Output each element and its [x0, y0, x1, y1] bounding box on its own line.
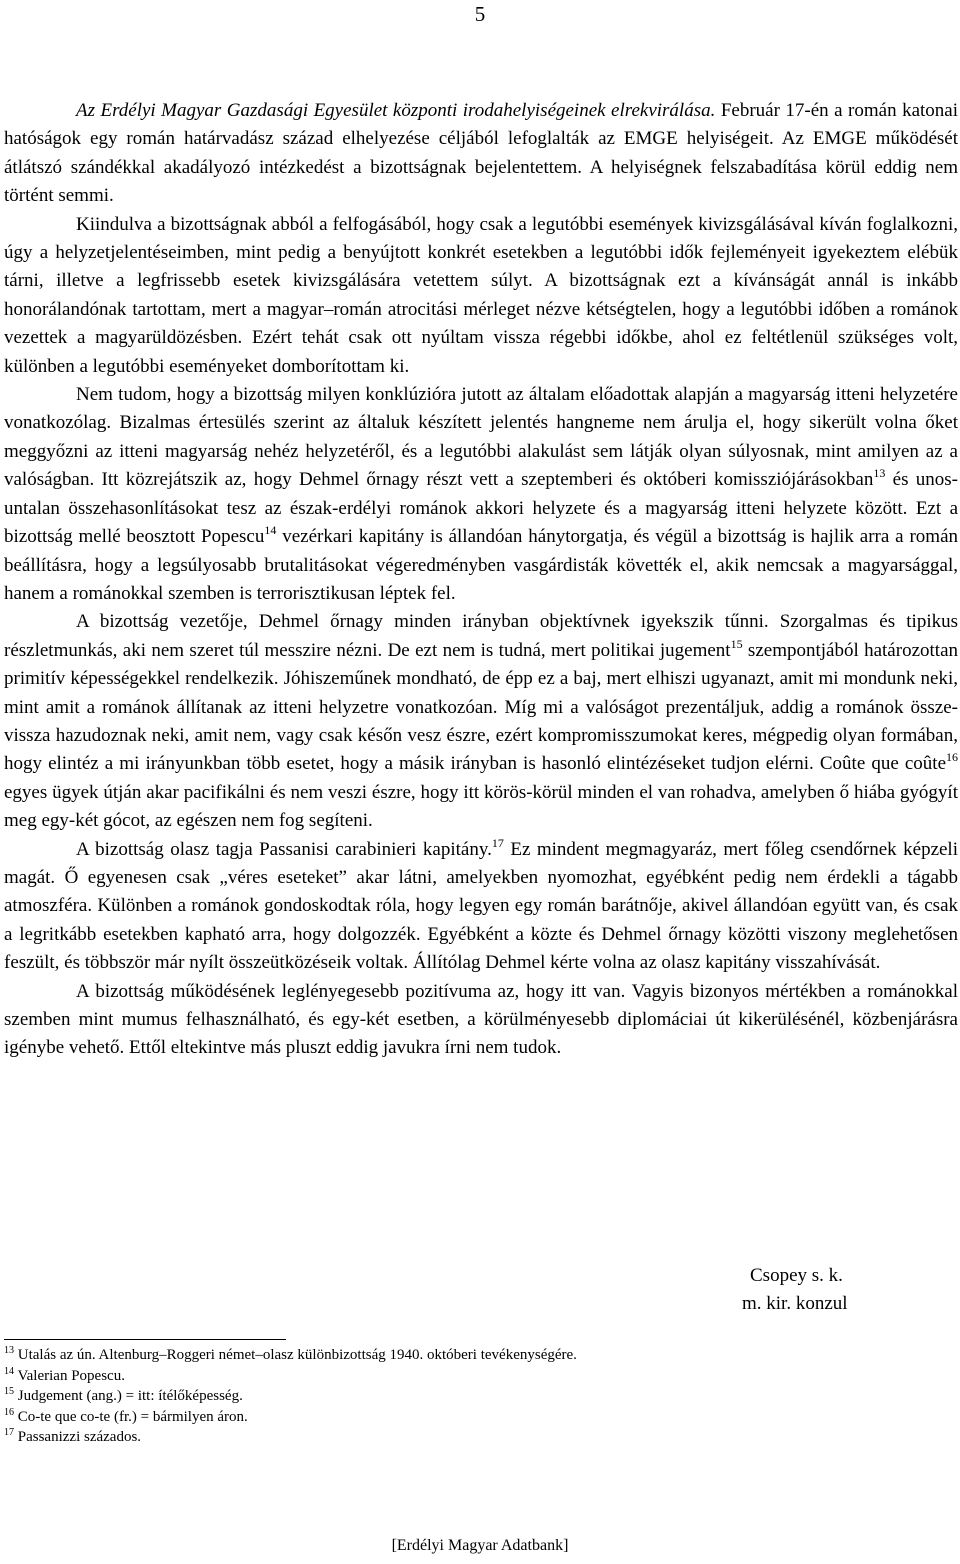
- signature-title: m. kir. konzul: [742, 1293, 848, 1314]
- paragraph-text: Kiindulva a bizottságnak abból a felfogásából, hogy csak a legutóbbi események kivizsgálásával kíván foglalkozni, úgy a helyzetjelentéseimben, mint pedig a benyújtott konkrét esetekben a legutóbbi idők fejleményeit igyekeztem elébük tárni, illetve a legfrissebb esetek kivizsgálására vetettem súlyt. A bizottságnak ezt a kívánságát annál is inkább honorálandónak tartottam, mert a magyar–román atrocitási mérleget nézve kétségtelen, hogy a legutóbbi időben a románok vezettek a magyarüldözésben. Ezért tehát csak ott nyúltam vissza régebbi időkbe, ahol ez feltétlenül szükséges volt, különben a legutóbbi eseményeket domborítottam ki.: [4, 213, 958, 377]
- footnote-text: Utalás az ún. Altenburg–Roggeri német–olasz különbizottság 1940. októberi tevékenységére.: [17, 1347, 577, 1363]
- section-heading: Az Erdélyi Magyar Gazdasági Egyesület központi irodahelyiségeinek elrekvirálása.: [76, 100, 716, 121]
- footnote-14: [4, 1366, 904, 1387]
- footnote-number: 16: [4, 1406, 14, 1418]
- page-number: 5: [474, 2, 486, 26]
- footnote-15: [4, 1386, 904, 1407]
- footnote-text: Passanizzi százados.: [17, 1429, 142, 1446]
- footnote-text: Valerian Popescu.: [17, 1367, 125, 1384]
- footnote-number: 17: [4, 1427, 14, 1439]
- footnote-13: [4, 1345, 904, 1366]
- footnote-text: Co-te que co-te (fr.) = bármilyen áron.: [17, 1408, 248, 1425]
- paragraph-text: szempontjából határozottan primitív képességekkel rendelkezik. Jóhiszeműnek mondható, de épp ez a baj, mert elhiszi ugyanazt, amit mi mondunk neki, mint amit a románok állítanak az itteni helyzetre vonatkozóan. Míg mi a valóságot prezentáljuk, addig a románok össze-vissza hazudoznak neki, amit nem, vagy csak későn vesz észre, ezért kompromisszumokat keres, mégpedig olyan formában, hogy elintéz a mi irányunkban több esetet, hogy a másik irányban is hasonló elintézéseket tudjon elérni. Coûte que coûte: [4, 639, 958, 775]
- paragraph-text: A bizottság vezetője, Dehmel őrnagy minden irányban objektívnek igyekszik tűnni. Szorgalmas és tipikus részletmunkás, aki nem szeret túl messzire nézni. De ezt nem is tudná, mert politikai jugement: [4, 611, 958, 661]
- paragraph-emge: [4, 97, 958, 211]
- footnote-number: 14: [4, 1365, 14, 1377]
- signature-name: Csopey s. k.: [750, 1265, 843, 1286]
- paragraph-text: Ez mindent megmagyaráz, mert főleg csendőrnek képzeli magát. Ő egyenesen csak „véres eseteket” akar látni, amelyekben nyomozhat, egyébként pedig nem érdekli a tágabb atmoszféra. Különben a románok gondoskodtak róla, hogy legyen egy román barátnője, akivel állandóan együtt van, és csak a legritkább esetekben kapható arra, hogy dolgozzék. Egyébként a közte és Dehmel őrnagy közötti viszony meglehetősen feszült, és többször már nyílt összeütközéseik voltak. Állítólag Dehmel kérte volna az olasz kapitány visszahívását.: [4, 838, 958, 974]
- footnote-number: 13: [4, 1345, 14, 1356]
- footnote-text: Judgement (ang.) = itt: ítélőképesség.: [17, 1388, 243, 1405]
- footnote-17: [4, 1427, 904, 1448]
- paragraph-nem-tudom: [4, 381, 958, 608]
- footnote-ref-14[interactable]: 14: [264, 523, 277, 538]
- paragraph-text: és unos-untalan összehasonlításokat tesz az észak-erdélyi románok akkori helyzete és a magyarság itteni helyzete között. Ezt a bizottság mellé beosztott Popescu: [4, 469, 958, 548]
- footnote-number: 15: [4, 1386, 14, 1398]
- signature-block: [742, 1262, 848, 1318]
- paragraph-text: egyes ügyek útján akar pacifikálni és nem veszi észre, hogy itt körös-körül minden el van rohadva, amelyben ő hiába gyógyít meg egy-két gócot, az egészen nem fog segíteni.: [4, 781, 958, 832]
- page-footer: [Erdélyi Magyar Adatbank]: [391, 1537, 569, 1554]
- footnote-separator: [4, 1339, 286, 1340]
- paragraph-pozitivum: [4, 978, 958, 1063]
- footnote-ref-17[interactable]: 17: [491, 835, 504, 850]
- paragraph-passanisi: [4, 836, 958, 978]
- paragraph-dehmel: [4, 608, 958, 835]
- footnotes: [4, 1345, 904, 1448]
- footnote-ref-13[interactable]: 13: [873, 466, 886, 481]
- footnote-ref-15[interactable]: 15: [730, 636, 743, 651]
- paragraph-text: Nem tudom, hogy a bizottság milyen konklúzióra jutott az általam előadottak alapján a magyarság itteni helyzetére vonatkozólag. Bizalmas értesülés szerint az általuk készített jelentés hangneme nem árulja el, hogy sikerült volna őket meggyőzni az itteni magyarság nehéz helyzetéről, és a legutóbbi alakulást sem látják olyan súlyosnak, mint amilyen az a valóságban. Itt közrejátszik az, hogy Dehmel őrnagy részt vett a szeptemberi és októberi komissziójárásokban: [4, 384, 958, 491]
- document-body: [4, 97, 958, 1063]
- footnote-16: [4, 1407, 904, 1428]
- paragraph-text: A bizottság működésének leglényegesebb pozitívuma az, hogy itt van. Vagyis bizonyos mértékben a románokkal szemben mint mumus felhasználható, és egy-két esetben, a körülményesebb diplomáciai út kikerülésénél, közbenjárásra igénybe vehető. Ettől eltekintve más pluszt eddig javukra írni nem tudok.: [4, 980, 958, 1059]
- footnote-ref-16[interactable]: 16: [946, 750, 958, 765]
- paragraph-text: Február 17-én a román katonai hatóságok egy román határvadász század elhelyezése céljából lefoglalták az EMGE helyiségeit. Az EMGE működését átlátszó szándékkal akadályozó intézkedést a bizottságnak bejelentettem. A helyiségnek felszabadítása körül eddig nem történt semmi.: [4, 100, 958, 207]
- paragraph-kiindulva: [4, 211, 958, 381]
- paragraph-text: vezérkari kapitány is állandóan hánytorgatja, és végül a bizottság is hajlik arra a román beállításra, hogy a legsúlyosabb brutalitásokat végeredményben vasgárdisták követték el, akik nemcsak a magyarsággal, hanem a románokkal szemben is terrorisztikusan léptek fel.: [4, 526, 958, 604]
- paragraph-text: A bizottság olasz tagja Passanisi carabinieri kapitány.: [76, 838, 492, 860]
